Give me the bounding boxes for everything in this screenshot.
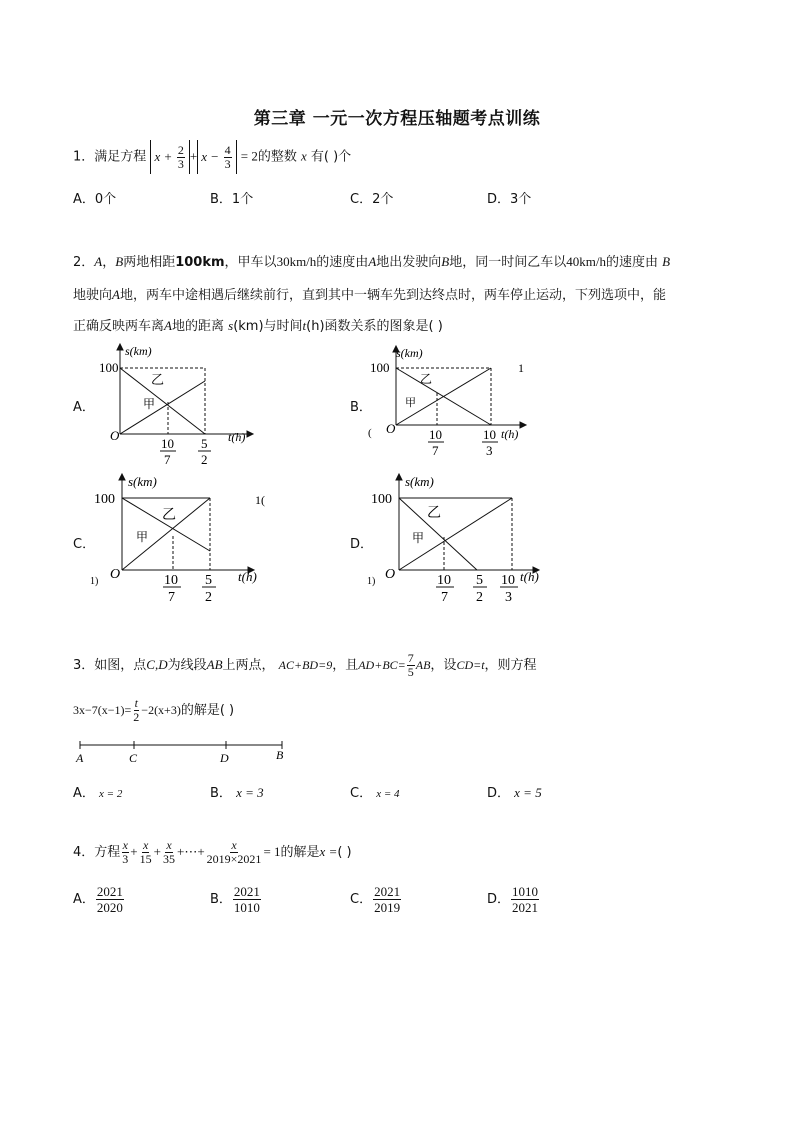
tick-10-3-num: 10 xyxy=(483,427,496,442)
fraction-denominator: 2019×2021 xyxy=(206,852,262,866)
condition-3: CD=t xyxy=(456,658,485,672)
y-axis-label: s(km) xyxy=(405,474,434,489)
q1-option-c xyxy=(350,188,393,207)
tick-5-2-num: 5 xyxy=(205,573,212,588)
question-3-line-1 xyxy=(73,652,537,679)
question-text: ，甲车以 xyxy=(224,255,277,270)
fraction-denominator: 3 xyxy=(122,852,129,866)
point-b-label: B xyxy=(276,748,284,762)
question-text: 的解是 xyxy=(280,845,320,860)
fraction-numerator: t xyxy=(134,696,138,710)
x-axis-label: t(h) xyxy=(520,569,539,584)
question-text: 正确反映两车离 xyxy=(73,319,165,334)
page-title: 第三章 一元一次方程压轴题考点训练 xyxy=(253,109,541,129)
variable: A xyxy=(368,254,377,269)
fraction-denominator: 2 xyxy=(133,710,140,724)
option-label: D． xyxy=(487,786,511,801)
x-axis-label: t(h) xyxy=(228,430,246,444)
label-jia: 甲 xyxy=(143,397,156,411)
x-axis-arrow xyxy=(247,431,253,437)
question-text: 地，两车中途相遇后继续前行，直到其中一辆车先到达终点时，两车停止运动，下列选项中，能 xyxy=(119,288,666,303)
point-d-label: D xyxy=(220,751,229,765)
option-label: C． xyxy=(350,786,373,801)
label-jia: 甲 xyxy=(136,530,149,544)
option-label: D． xyxy=(487,192,511,207)
y-axis-label: s(km) xyxy=(396,346,423,360)
stray-mark: 1 xyxy=(518,361,524,375)
operator: − xyxy=(211,149,219,164)
question-text: 上两点， xyxy=(222,658,275,673)
question-number: 2． xyxy=(73,255,95,270)
segment-ab: AB xyxy=(206,657,223,672)
fraction-numerator: x xyxy=(122,838,128,852)
fraction-numerator: x xyxy=(231,838,237,852)
tick-10-7-den: 7 xyxy=(432,443,439,458)
q1-option-d xyxy=(487,188,531,207)
option-label: A． xyxy=(73,892,95,907)
question-text: 两地相距 xyxy=(123,255,176,270)
question-text: ( ) xyxy=(337,845,352,860)
segment-diagram xyxy=(72,737,294,767)
variable: B xyxy=(662,254,671,269)
variable: B xyxy=(115,254,124,269)
graph-option-b xyxy=(366,338,536,470)
absolute-value-1 xyxy=(150,140,189,174)
question-text: (km)与时间 xyxy=(233,319,303,334)
option-label: C． xyxy=(350,192,373,207)
condition-2-ab: AB xyxy=(415,658,431,672)
fraction-denominator: 2021 xyxy=(512,900,539,915)
option-text: x = 4 xyxy=(376,788,400,800)
tick-5-2-num: 5 xyxy=(476,573,483,588)
x-axis-label: t(h) xyxy=(501,427,519,441)
y-tick-100: 100 xyxy=(370,360,390,375)
y-tick-100: 100 xyxy=(94,492,115,507)
y-axis-label: s(km) xyxy=(125,344,152,358)
q3-option-c xyxy=(350,782,400,801)
stray-mark: ( xyxy=(368,427,372,439)
q2-option-c-label: C． xyxy=(73,537,96,552)
ellipsis: +⋯+ xyxy=(176,844,205,859)
absolute-value-2 xyxy=(197,140,236,174)
tick-5-2-den: 2 xyxy=(201,452,208,467)
variable: s xyxy=(228,318,234,333)
variable: A xyxy=(112,287,120,302)
question-text: 的整数 xyxy=(257,149,297,165)
option-label: A． xyxy=(73,786,95,801)
fraction-numerator: 2 xyxy=(177,143,184,157)
fraction-denominator: 2020 xyxy=(96,900,123,915)
tick-10-3-num: 10 xyxy=(501,573,515,588)
question-text: 为线段 xyxy=(167,658,207,673)
question-text: 如图，点 xyxy=(94,658,147,673)
tick-10-3-den: 3 xyxy=(505,590,512,605)
option-text: 2个 xyxy=(372,192,394,207)
question-text: (h)函数关系的图象是( ) xyxy=(306,319,443,334)
question-text: 地驶向 xyxy=(73,288,113,303)
x-axis-label: t(h) xyxy=(238,569,257,584)
question-number: 1． xyxy=(73,149,95,165)
fraction-numerator: 2021 xyxy=(96,884,123,899)
y-axis-arrow xyxy=(117,344,123,350)
question-text: 的速度由 xyxy=(605,255,658,270)
fraction-denominator: 1010 xyxy=(233,900,260,915)
point-a-label: A xyxy=(76,751,84,765)
question-text: 地出发驶向 xyxy=(376,255,442,270)
tick-5-2-den: 2 xyxy=(205,590,212,605)
condition-1: AC+BD=9 xyxy=(278,658,333,672)
tick-5-2-den: 2 xyxy=(476,590,483,605)
svg-text:s(km) xyxy=(125,344,152,358)
equation-rhs: = 2 xyxy=(240,148,258,164)
fraction-denominator: 5 xyxy=(407,665,414,679)
fraction-numerator: 2021 xyxy=(233,884,260,899)
q4-option-c xyxy=(350,884,402,915)
line-jia xyxy=(120,381,205,434)
fraction-numerator: 4 xyxy=(224,143,231,157)
option-label: B． xyxy=(210,786,232,801)
equation-lhs: 3x−7(x−1)= xyxy=(73,703,132,717)
points-cd: C,D xyxy=(146,657,168,672)
question-2-line-3 xyxy=(73,315,443,334)
question-2-line-1 xyxy=(73,251,670,270)
option-text: x = 2 xyxy=(99,788,123,800)
q4-option-a xyxy=(73,884,125,915)
y-axis-arrow xyxy=(396,474,402,480)
fraction-denominator: 3 xyxy=(177,157,184,171)
tick-10-3-den: 3 xyxy=(486,443,493,458)
q3-option-d xyxy=(487,782,542,801)
label-yi: 乙 xyxy=(427,506,441,521)
tick-10-7-num: 10 xyxy=(429,427,442,442)
tick-10-7-den: 7 xyxy=(168,590,175,605)
question-text: 的速度由 xyxy=(316,255,369,270)
question-text: 有( )个 xyxy=(310,149,352,165)
stray-mark: 1) xyxy=(367,576,376,587)
condition-2: AD+BC= xyxy=(358,658,406,672)
question-text: ， xyxy=(102,255,116,270)
q2-option-a-label: A． xyxy=(73,400,95,415)
x-axis-arrow xyxy=(520,422,526,428)
variable: x xyxy=(300,148,307,164)
tick-10-7-den: 7 xyxy=(164,452,171,467)
question-number: 4． xyxy=(73,845,95,860)
question-2-line-2 xyxy=(73,284,666,303)
stray-mark: 1) xyxy=(90,576,99,587)
tick-10-7-num: 10 xyxy=(164,573,178,588)
operator: + xyxy=(164,149,172,164)
fraction-denominator: 2019 xyxy=(374,900,401,915)
question-text: ，且 xyxy=(332,658,359,673)
q3-option-a xyxy=(73,782,122,801)
option-text: 0个 xyxy=(94,192,117,207)
option-text: x = 3 xyxy=(236,785,264,800)
q4-option-b xyxy=(210,884,262,915)
origin-label: O xyxy=(110,567,121,582)
y-tick-100: 100 xyxy=(99,360,119,375)
variable: x xyxy=(154,149,161,164)
q1-option-a xyxy=(73,188,116,207)
speed-value: 30km/h xyxy=(276,254,317,269)
equation-rhs: = 1 xyxy=(263,844,281,859)
graph-option-d xyxy=(365,470,550,610)
option-label: D． xyxy=(487,892,511,907)
graph-option-a xyxy=(95,338,265,470)
y-axis-arrow xyxy=(119,474,125,480)
y-tick-100: 100 xyxy=(371,492,392,507)
option-label: B． xyxy=(210,892,232,907)
operator: + xyxy=(189,148,198,164)
question-4-stem: 4．方程 $\frac{x}{3}$ + $\frac{x}{15}$ + $\frac{x}{35}$ +⋯+ $\frac{x}{2019\times 2021}$ = 1的解是x =( ) xyxy=(73,838,352,866)
fraction-numerator: x xyxy=(142,838,149,852)
label-yi: 乙 xyxy=(162,508,176,523)
distance-value: 100km xyxy=(175,255,225,270)
tick-10-7-num: 10 xyxy=(161,436,174,451)
fraction-denominator: 3 xyxy=(224,157,231,171)
variable: t xyxy=(302,318,307,333)
fraction-numerator: 1010 xyxy=(512,884,539,899)
q4-option-d xyxy=(487,884,540,915)
option-label: A． xyxy=(73,192,95,207)
origin-label: O xyxy=(386,421,396,436)
question-text: ，设 xyxy=(430,658,457,673)
tick-10-7-num: 10 xyxy=(437,573,451,588)
speed-value: 40km/h xyxy=(566,254,606,269)
fraction-denominator: 15 xyxy=(139,852,152,866)
fraction-numerator: x xyxy=(166,838,172,852)
point-c-label: C xyxy=(129,751,138,765)
graph-option-c xyxy=(88,470,270,610)
question-text: ，则方程 xyxy=(484,658,537,673)
variable: A xyxy=(94,254,103,269)
q2-option-b-label: B． xyxy=(350,400,372,415)
option-text: 3个 xyxy=(510,192,532,207)
variable: x = xyxy=(319,844,338,859)
stray-mark: 1( xyxy=(255,493,265,507)
variable: B xyxy=(441,254,450,269)
fraction-numerator: 7 xyxy=(407,651,414,665)
question-1-stem xyxy=(73,140,351,174)
label-yi: 乙 xyxy=(151,372,165,387)
option-label: B． xyxy=(210,192,232,207)
question-text: 的解是( ) xyxy=(180,703,235,718)
equation-rhs: −2(x+3) xyxy=(141,703,181,717)
label-yi: 乙 xyxy=(420,372,433,386)
fraction-denominator: 35 xyxy=(162,852,175,866)
y-axis-label: s(km) xyxy=(128,474,157,489)
question-number: 3． xyxy=(73,658,95,673)
origin-label: O xyxy=(385,567,396,582)
q2-option-d-label: D． xyxy=(350,537,374,552)
q3-option-b xyxy=(210,782,264,801)
question-text: 地，同一时间乙车以 xyxy=(449,255,567,270)
origin-label: O xyxy=(110,428,120,443)
question-text: 方程 xyxy=(94,845,121,860)
question-3-line-2 xyxy=(73,697,234,724)
option-text: 1个 xyxy=(231,192,254,207)
question-text: 地的距离 xyxy=(171,319,224,334)
label-jia: 甲 xyxy=(412,531,425,545)
variable: A xyxy=(164,318,172,333)
question-text: 满足方程 xyxy=(94,149,147,165)
q1-option-b xyxy=(210,188,253,207)
tick-10-7-den: 7 xyxy=(441,590,448,605)
variable: x xyxy=(201,149,207,164)
tick-5-2-num: 5 xyxy=(201,436,208,451)
option-text: x = 5 xyxy=(514,785,542,800)
option-label: C． xyxy=(350,892,373,907)
label-jia: 甲 xyxy=(405,397,416,409)
fraction-numerator: 2021 xyxy=(374,884,401,899)
